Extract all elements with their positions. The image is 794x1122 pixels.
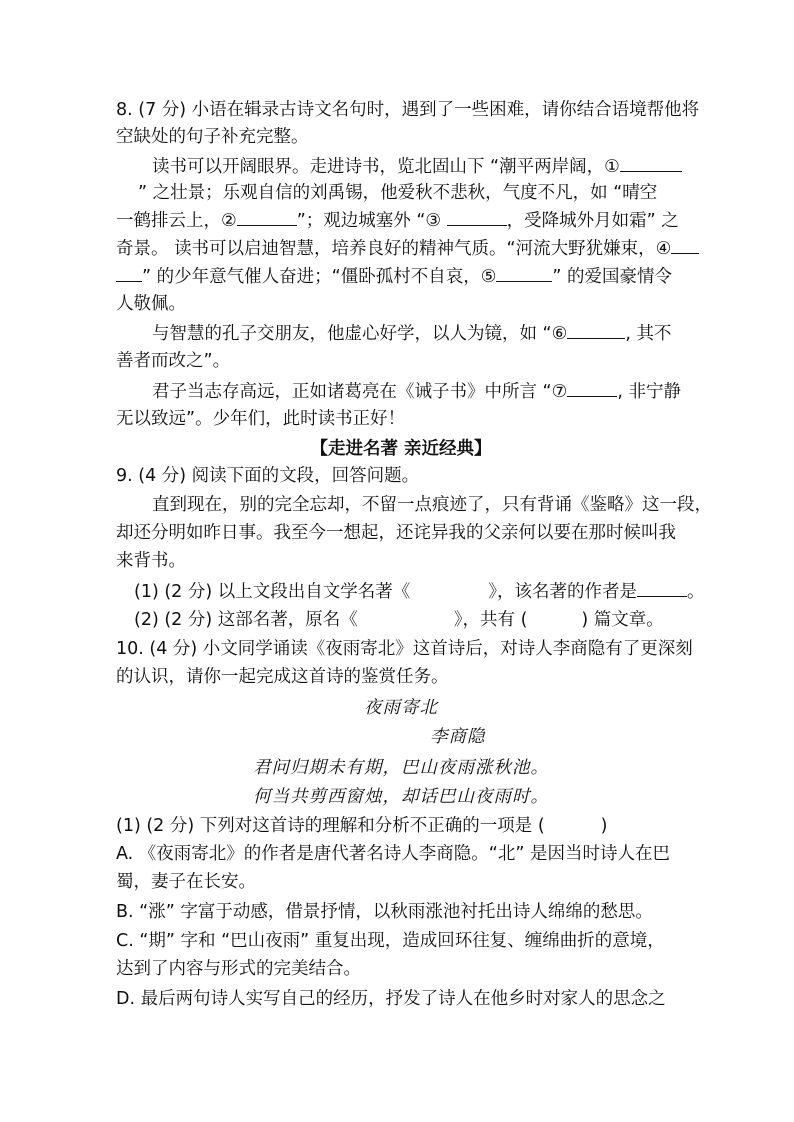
q10-header: 10. (4 分) 小文同学诵读《夜雨寄北》这首诗后，对诗人李商隐有了更深刻 (116, 639, 693, 659)
q8-line-4: 奇景。 读书可以启迪智慧，培养良好的精神气质。“河流大野犹嫌束，④ (116, 235, 686, 262)
q8-line-2: ” 之壮景；乐观自信的刘禹锡，他爱秋不悲秋，气度不凡，如 “晴空 (138, 183, 658, 203)
blank-4b[interactable] (116, 263, 142, 282)
q8-line-9: 君子当志存高远，正如诸葛亮在《诫子书》中所言 “⑦ , 非宁静 (152, 378, 722, 405)
q9-line-1: 直到现在，别的完全忘却，不留一点痕迹了，只有背诵《鉴略》这一段， (152, 495, 712, 515)
q9-line-2: 却还分明如昨日事。我至今一想起，还诧异我的父亲何以要在那时候叫我 (116, 523, 676, 543)
option-a-line-1: A. 《夜雨寄北》的作者是唐代著名诗人李商隐。“北” 是因当时诗人在巴 (116, 844, 670, 864)
section-title: 【走进名著 亲近经典】 (310, 439, 492, 459)
blank-3[interactable] (447, 207, 507, 226)
q8-line-3: 一鹤排云上，② ”；观边城塞外 “③ ，受降城外月如霜” 之 (116, 207, 686, 234)
q8-header: 8. (7 分) 小语在辑录古诗文名句时，遇到了一些困难，请你结合语境帮他将 (116, 100, 700, 120)
q8-line-8: 善者而改之”。 (116, 351, 231, 371)
blank-5[interactable] (496, 263, 552, 282)
option-c-line-1: C. “期” 字和 “巴山夜雨” 重复出现，造成回环往复、缠绵曲折的意境， (116, 931, 665, 951)
blank-author[interactable] (637, 578, 687, 597)
q8-header-cont: 空缺处的句子补充完整。 (116, 127, 309, 147)
option-a-line-2: 蜀，妻子在长安。 (116, 872, 256, 892)
q8-line-7: 与智慧的孔子交朋友，他虚心好学，以人为镜，如 “⑥ , 其不 (152, 320, 722, 347)
poem-line-2: 何当共剪西窗烛，却话巴山夜雨时。 (253, 787, 549, 807)
blank-7[interactable] (567, 378, 617, 397)
q9-header: 9. (4 分) 阅读下面的文段，回答问题。 (116, 466, 420, 486)
option-b: B. “涨” 字富于动感，借景抒情，以秋雨涨池衬托出诗人绵绵的愁思。 (116, 902, 653, 922)
blank-1[interactable] (620, 153, 682, 172)
q8-line-6: 人敬佩。 (116, 294, 186, 314)
q10-header-cont: 的认识，请你一起完成这首诗的鉴赏任务。 (116, 667, 449, 687)
q8-line-5: ” 的少年意气催人奋进；“僵卧孤村不自哀，⑤ ” 的爱国豪情令 (116, 263, 686, 290)
blank-4a[interactable] (671, 235, 699, 254)
q9-sub-1: (1) (2 分) 以上文段出自文学名著《 》，该名著的作者是 。 (134, 578, 704, 605)
q9-sub-2: (2) (2 分) 这部名著，原名《 》，共有 ( ) 篇文章。 (134, 610, 664, 630)
q8-line-10: 无以致远”。少年们，此时读书正好！ (116, 409, 406, 429)
q10-sub-1: (1) (2 分) 下列对这首诗的理解和分析不正确的一项是 ( ) (116, 816, 608, 836)
q9-line-3: 来背书。 (116, 551, 186, 571)
blank-6[interactable] (567, 320, 625, 339)
poem-author: 李商隐 (430, 727, 486, 747)
poem-line-1: 君问归期未有期，巴山夜雨涨秋池。 (253, 758, 549, 778)
option-c-line-2: 达到了内容与形式的完美结合。 (116, 959, 361, 979)
blank-2[interactable] (237, 207, 297, 226)
q8-line-1: 读书可以开阔眼界。走进诗书，览北固山下 “潮平两岸阔，① (152, 153, 722, 180)
option-d: D. 最后两句诗人实写自己的经历，抒发了诗人在他乡时对家人的思念之 (116, 989, 666, 1009)
poem-title: 夜雨寄北 (364, 698, 438, 718)
